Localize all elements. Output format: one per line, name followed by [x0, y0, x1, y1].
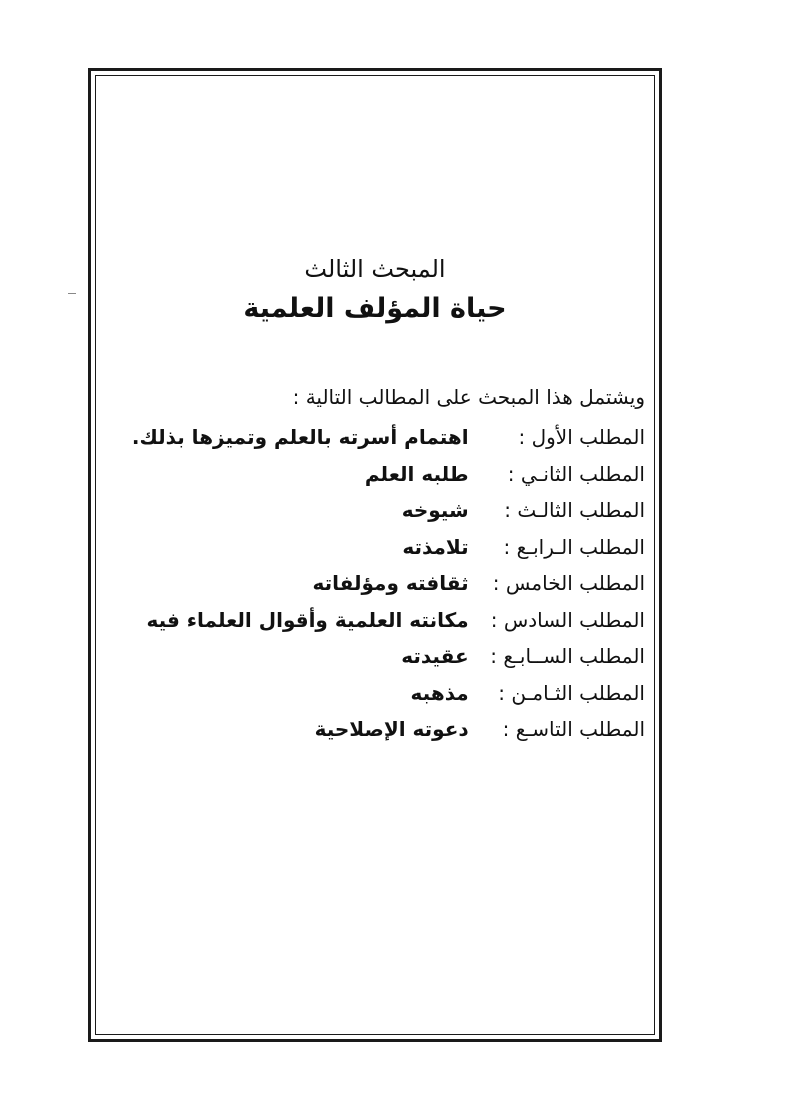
list-item [105, 565, 645, 602]
list-item [105, 492, 645, 529]
intro-text: ويشتمل هذا المبحث على المطالب التالية : [292, 385, 645, 409]
subsection-label: المطلب الخامس : [492, 571, 645, 595]
subsection-label: المطلب السادس : [490, 607, 645, 632]
subsection-label: المطلب الأول : [518, 425, 645, 449]
list-item [105, 419, 645, 456]
subsection-label: المطلب التاسـع : [502, 717, 645, 741]
subsection-title: ثقافته ومؤلفاته [312, 571, 469, 595]
subsection-title: عقيدته [401, 644, 469, 668]
subsection-list [105, 419, 645, 748]
subsection-label: المطلب الثـامـن : [498, 680, 645, 705]
subsection-label: المطلب الثالـث : [504, 498, 645, 522]
subsection-label: المطلب الثانـي : [507, 461, 645, 486]
subsection-title: اهتمام أسرته بالعلم وتميزها بذلك. [131, 425, 469, 449]
subsection-label: المطلب الســابـع : [490, 644, 645, 668]
list-item [105, 529, 645, 566]
subsection-title: شيوخه [401, 498, 469, 522]
subsection-title: تلامذته [402, 534, 469, 559]
subsection-title: طلبه العلم [364, 461, 469, 486]
list-item [105, 638, 645, 675]
section-title: حياة المؤلف العلمية [243, 293, 507, 324]
list-item [105, 456, 645, 493]
subsection-title: مذهبه [410, 680, 469, 705]
page-content [95, 75, 655, 1035]
subsection-label: المطلب الـرابـع : [503, 534, 645, 559]
list-item [105, 675, 645, 712]
subsection-title: دعوته الإصلاحية [314, 717, 469, 741]
list-item [105, 711, 645, 748]
list-item [105, 602, 645, 639]
subsection-title: مكانته العلمية وأقوال العلماء فيه [146, 607, 469, 632]
scan-artifact [68, 293, 76, 294]
section-heading: المبحث الثالث [304, 255, 446, 283]
